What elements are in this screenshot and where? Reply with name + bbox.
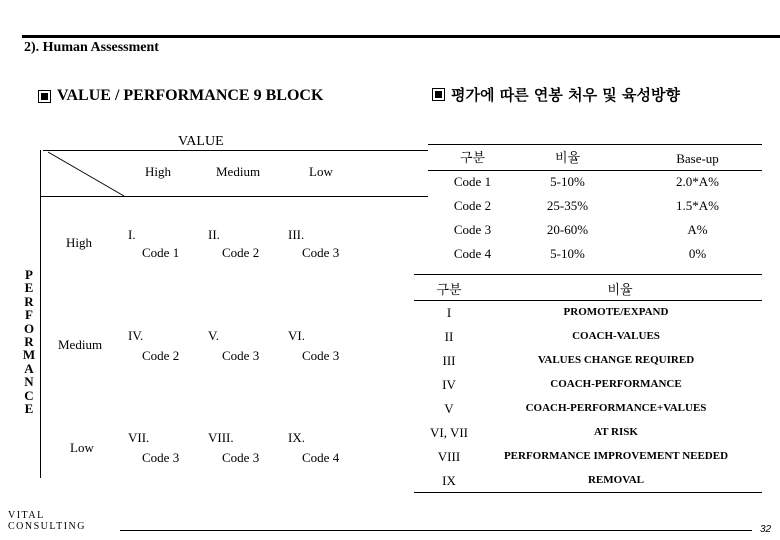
block-number: II. [208,227,220,242]
top-rule [22,35,780,38]
ratio-header-baseup: Base-up [676,151,719,166]
ratio-cell: A% [687,222,708,237]
direction-grade: II [444,329,454,344]
col-header-high: High [145,164,171,179]
block-number: IX. [288,430,305,445]
left-title-text: VALUE / PERFORMANCE 9 BLOCK [57,87,324,104]
direction-grade: I [446,305,452,320]
right-title [432,84,680,105]
ratio-header-category: 구분 [459,151,486,166]
ratio-cell: Code 2 [453,198,492,213]
direction-action: COACH-PERFORMANCE [550,378,682,390]
direction-table-bottom-rule [414,492,762,493]
block-code: Code 2 [142,348,180,363]
ratio-cell: 5-10% [550,246,585,261]
direction-header-ratio: 비율 [607,283,633,298]
company-logo [8,510,86,532]
direction-action: PERFORMANCE IMPROVEMENT NEEDED [503,450,729,462]
direction-grade: V [444,401,454,416]
row-header-medium: Medium [58,337,103,352]
right-title-text: 평가에 따른 연봉 처우 및 육성방향 [451,86,680,104]
ratio-table-header-rule [428,170,762,171]
block-code: Code 3 [222,450,260,465]
block-number: IV. [128,328,144,343]
checkbox-bullet-icon [432,88,445,101]
direction-header-category: 구분 [436,283,462,298]
block-code: Code 3 [302,348,340,363]
block-code: Code 3 [142,450,180,465]
block-number: V. [208,328,219,343]
logo-line-1: VITAL [8,510,45,521]
ratio-cell: 2.0*A% [676,174,719,189]
logo-line-2: CONSULTING [8,521,86,532]
direction-grade: VI, VII [429,425,469,440]
block-number: I. [128,227,136,242]
block-code: Code 1 [142,245,180,260]
matrix-left-rule [40,150,41,478]
direction-action: REMOVAL [587,474,645,486]
direction-grade: IX [442,473,456,488]
block-number: VII. [128,430,150,445]
checkbox-bullet-icon [38,90,51,103]
direction-action: COACH-PERFORMANCE+VALUES [525,402,707,414]
direction-table-header-rule [414,300,762,301]
block-number: VI. [288,328,305,343]
ratio-header-ratio: 비율 [554,151,581,166]
col-header-medium: Medium [216,164,261,179]
block-code: Code 2 [222,245,260,260]
row-header-low: Low [70,440,94,455]
left-title [38,87,323,105]
block-number: VIII. [208,430,234,445]
ratio-cell: Code 3 [453,222,492,237]
ratio-cell: 1.5*A% [676,198,719,213]
block-code: Code 3 [222,348,260,363]
direction-grade: VIII [437,449,461,464]
direction-action: COACH-VALUES [572,330,660,342]
block-number: III. [288,227,305,242]
performance-axis-label: P E R F O R M A N C E [22,267,36,417]
ratio-cell: 20-60% [546,222,589,237]
row-header-high: High [66,235,92,250]
section-heading: 2). Human Assessment [24,40,159,55]
page-number: 32 [760,524,772,535]
ratio-table-top-rule [428,144,762,145]
ratio-cell: 25-35% [546,198,589,213]
direction-action: PROMOTE/EXPAND [563,306,669,318]
footer-rule [120,530,752,531]
ratio-cell: 5-10% [550,174,585,189]
ratio-cell: Code 1 [453,174,492,189]
ratio-cell: 0% [688,246,707,261]
value-axis-label: VALUE [178,134,224,149]
direction-action: AT RISK [594,426,638,438]
direction-grade: III [442,353,456,368]
ratio-cell: Code 4 [453,246,492,261]
direction-grade: IV [442,377,456,392]
block-code: Code 4 [302,450,340,465]
direction-table-top-rule [414,274,762,275]
direction-action: VALUES CHANGE REQUIRED [537,354,695,366]
col-header-low: Low [309,164,333,179]
matrix-corner-diagonal [40,150,125,197]
block-code: Code 3 [302,245,340,260]
